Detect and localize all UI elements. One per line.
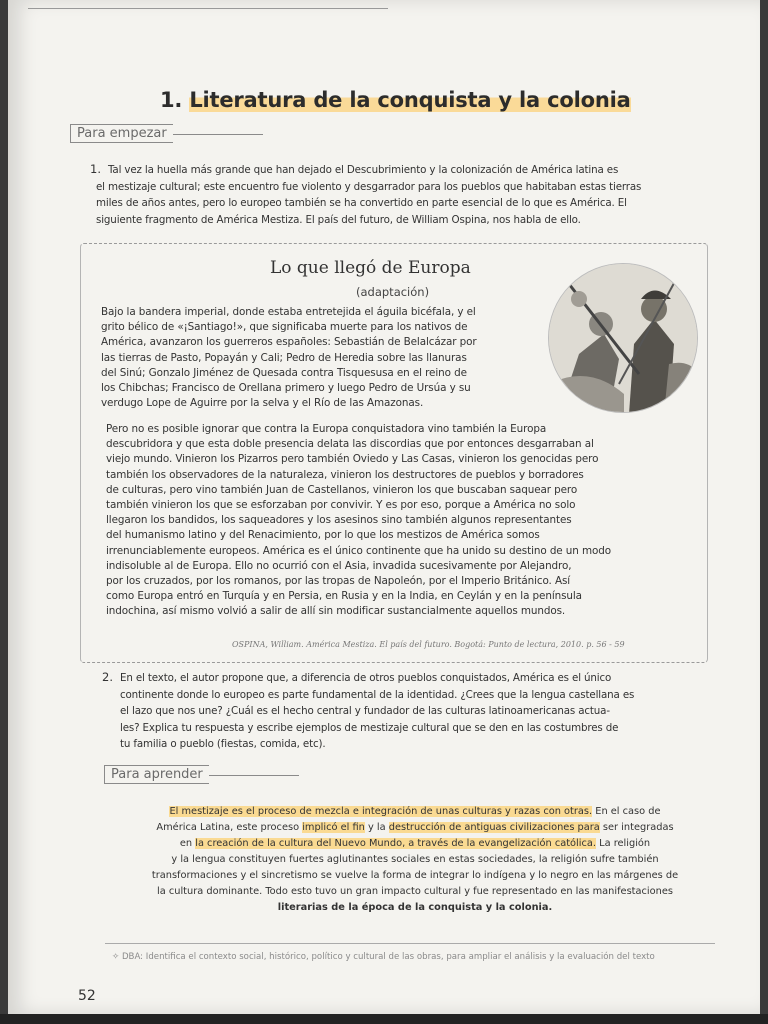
reading-paragraph-2: Pero no es posible ignorar que contra la Europa conquistadora vino también la Europa descubridora y que esta doble presencia delata las discordias que por entonces desgarraban al viejo mundo. Vinieron los Pizarros pero también Oviedo y Las Casas, vinieron los genocidas pero también los observadores de la naturaleza, vinieron los destructores de pueblos y borradores de culturas, pero vino también Juan de Castellanos, vinieron los que buscaban saquear pero también vinieron los que se esforzaban por convivir. Y es por eso, porque a América no solo llegaron los bandidos, los saqueadores y los asesinos sino también algunos representantes del humanismo latino y del Renacimiento, por lo que los mestizos de América somos irrenunciablemente europeos. América es el único continente que ha unido su destino de un modo indisoluble al de Europa. Ello no ocurrió con el Asia, invadida sucesivamente por Alejandro, por los cruzados, por los romanos, por las tropas de Napoleón, por el Imperio Británico. Así como Europa entró en Turquía y en Persia, en Rusia y en la India, en Ceylán y en la península indochina, así mismo volvió a salir de allí sin modificar sustancialmente aquellos mundos. — [106, 423, 612, 618]
question-2-number: 2. — [102, 670, 113, 684]
reading-subtitle: (adaptación) — [356, 285, 430, 299]
reading-paragraph-1: Bajo la bandera imperial, donde estaba entretejida el águila bicéfala, y el grito bélico de «¡Santiago!», que significaba muerte para los nativos de América, avanzaron los guerreros españoles: Sebastián de Belalcázar por las tierras de Pasto, Popayán y Cali; Pedro de Heredia sobre las llanuras del Sinú; Gonzalo Jiménez de Quesada contra Tisquesusa en el reino de los Chibchas; Francisco de Orellana primero y luego Pedro de Ursúa y su verdugo Lope de Aguirre por la selva y el Río de las Amazonas. — [101, 306, 477, 410]
footnote-dba: ✧ DBA: Identifica el contexto social, histórico, político y cultural de las obras, para ampliar el análisis y la evaluación del texto — [112, 952, 655, 962]
footer-divider — [105, 943, 715, 944]
diamond-icon: ✧ — [112, 952, 122, 962]
page-bottom-edge — [0, 1014, 768, 1024]
conquistadors-illustration — [548, 263, 698, 413]
question-1-text: Tal vez la huella más grande que han dejado el Descubrimiento y la colonización de América latina es el mestizaje cultural; este encuentro fue violento y desgarrador para los pueblos que habitaban estas tierras miles de años antes, pero lo europeo también se ha convertido en parte esencial de lo que es América. El siguiente fragmento de América Mestiza. El país del futuro, de William Ospina, nos habla de ello. — [96, 164, 642, 226]
question-1-number: 1. — [90, 162, 101, 176]
top-rule — [28, 8, 388, 9]
reading-source-citation: OSPINA, William. América Mestiza. El país del futuro. Bogotá: Punto de lectura, 2010. p. 56 - 59 — [232, 640, 625, 649]
page-title — [160, 88, 631, 112]
learn-box-text: El mestizaje es el proceso de mezcla e integración de unas culturas y razas con otras. En el caso de América Latina, este proceso implicó el fin y la destrucción de antiguas civilizaciones para ser integradas en la creación de la cultura del Nuevo Mundo, a través de la evangelización católica. La religión y la lengua constituyen fuertes aglutinantes sociales en estas sociedades, la religión sufre también transformaciones y el sincretismo se vuelve la forma de integrar lo indígena y lo negro en las márgenes de la cultura dominante. Todo esto tuvo un gran impacto cultural y fue representado en las manifestaciones literarias de la época de la conquista y la colonia. — [151, 806, 679, 913]
title-number: 1. — [160, 88, 183, 112]
question-2-text: En el texto, el autor propone que, a diferencia de otros pueblos conquistados, América es el único continente donde lo europeo es parte fundamental de la identidad. ¿Crees que la lengua castellana es el lazo que nos une? ¿Cuál es el hecho central y fundador de las culturas latinoamericanas actua- les? Explica tu respuesta y escribe ejemplos de mestizaje cultural que se den en las costumbres de tu familia o pueblo (fiestas, comida, etc). — [120, 672, 635, 750]
highlight-definition: El mestizaje es el proceso de mezcla e integración de unas culturas y razas con otras. — [169, 806, 593, 817]
reading-title: Lo que llegó de Europa — [270, 258, 471, 278]
section-label-learn: Para aprender — [104, 765, 209, 784]
title-text: Literatura de la conquista y la colonia — [189, 88, 631, 112]
page-number: 52 — [78, 988, 96, 1004]
section-label-start: Para empezar — [70, 124, 173, 143]
